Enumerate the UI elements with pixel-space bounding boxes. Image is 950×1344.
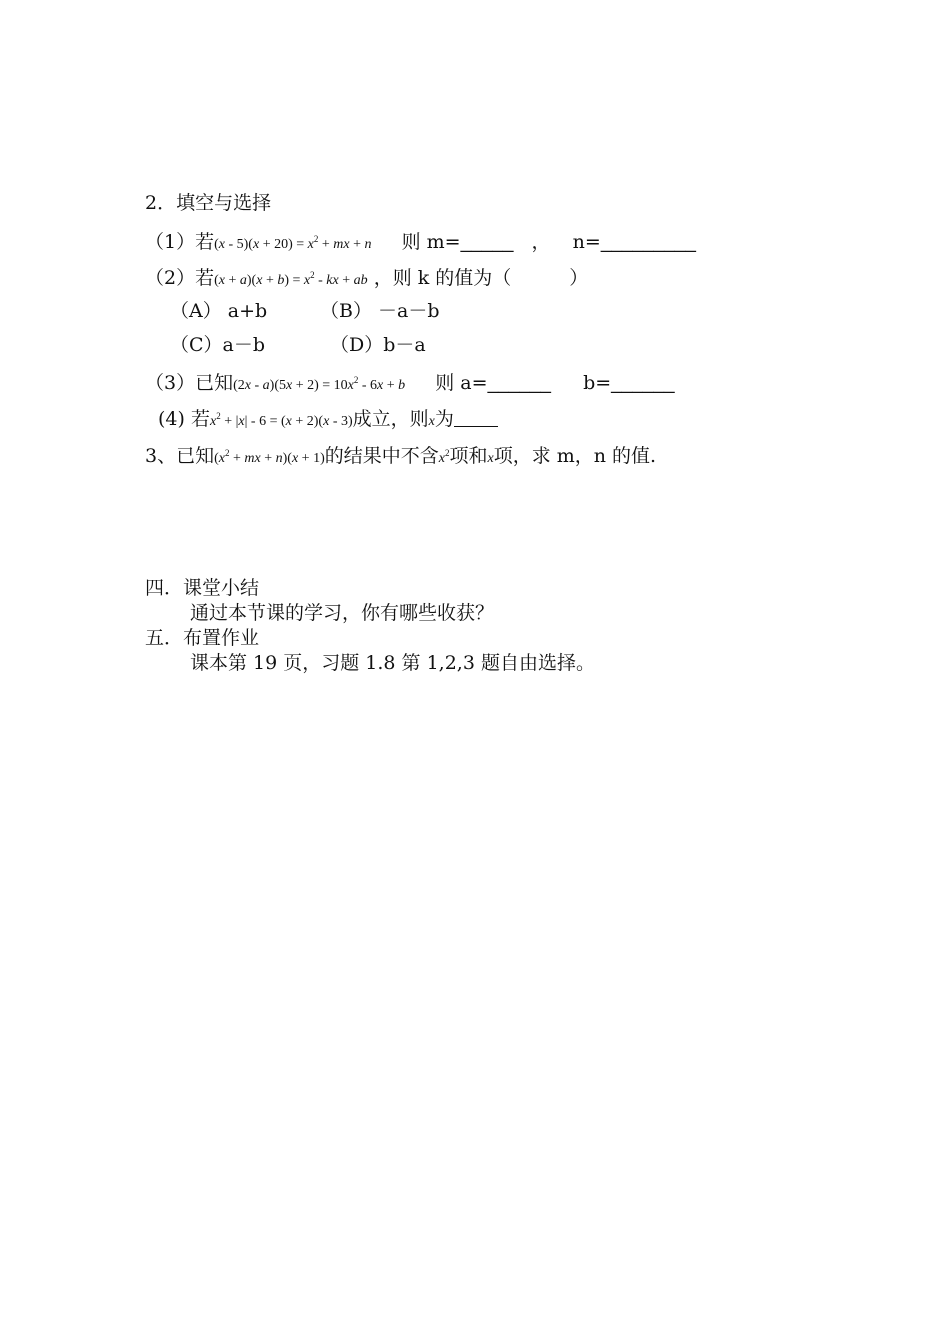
q2-close: ） xyxy=(569,267,589,289)
q1-prefix: （1）若 xyxy=(145,231,215,253)
s3-suffix: 项，求 m，n 的值. xyxy=(493,445,657,467)
question-4 xyxy=(158,404,498,434)
q1-equation: $(x - 5)(x + 20) = x^2$ + mx + n xyxy=(214,234,372,252)
q1-comma: ， xyxy=(531,231,551,253)
section4-heading: 四．课堂小结 xyxy=(145,577,260,599)
q4-mid: 成立，则 xyxy=(352,408,429,430)
q3-equation: $(2x - a)(5x + 2) = 10x^2 - 6x + b$ xyxy=(233,375,406,393)
q4-answer-underline[interactable] xyxy=(454,408,498,427)
q1-n-blank[interactable]: _________ xyxy=(600,232,696,253)
section4-body: 通过本节课的学习，你有哪些收获？ xyxy=(190,602,495,624)
s3-prefix: 3、已知 xyxy=(145,445,215,467)
s3-mid2: 项和 xyxy=(449,445,488,467)
q2-equation: $(x + a)(x + b) = x^2$ - kx + ab xyxy=(214,270,368,288)
question-3 xyxy=(145,368,675,398)
section3-question xyxy=(145,441,656,471)
q3-a-label: 则 a= xyxy=(435,372,488,394)
q1-m-blank[interactable]: _____ xyxy=(460,232,514,253)
section5-body: 课本第 19 页，习题 1.8 第 1,2,3 题自由选择。 xyxy=(190,652,595,674)
q4-suffix: 为 xyxy=(434,408,454,430)
s3-mid1: 的结果中不含 xyxy=(324,445,439,467)
option-c[interactable]: （C）a－b xyxy=(170,334,266,356)
q3-a-blank[interactable]: ______ xyxy=(487,373,551,394)
question-2 xyxy=(145,263,588,293)
option-d[interactable]: （D）b－a xyxy=(330,334,426,356)
s3-x: x xyxy=(487,451,494,466)
q1-m-label: 则 m= xyxy=(401,231,461,253)
s3-expression: ($x^2$ + mx + n)(x + 1) xyxy=(214,448,325,466)
s3-x-squared: $x^2$ xyxy=(438,448,450,466)
section2-heading: 2．填空与选择 xyxy=(145,192,272,214)
q3-b-label: b= xyxy=(583,372,612,394)
question-1 xyxy=(145,227,696,257)
q4-equation: $x^2 + |x| - 6 = (x + 2)(x - 3)$ xyxy=(209,411,353,429)
option-a[interactable]: （A） a+b xyxy=(170,300,268,322)
option-b[interactable]: （B） －a－b xyxy=(320,300,440,322)
q4-prefix: (4) 若 xyxy=(158,408,210,430)
q3-b-blank[interactable]: ______ xyxy=(611,373,675,394)
q3-prefix: （3）已知 xyxy=(145,372,234,394)
q2-prefix: （2）若 xyxy=(145,267,215,289)
q2-suffix: ，则 k 的值为（ xyxy=(373,267,512,289)
section5-heading: 五．布置作业 xyxy=(145,627,260,649)
q1-n-label: n= xyxy=(572,231,601,253)
q4-variable-x: x xyxy=(428,414,435,429)
